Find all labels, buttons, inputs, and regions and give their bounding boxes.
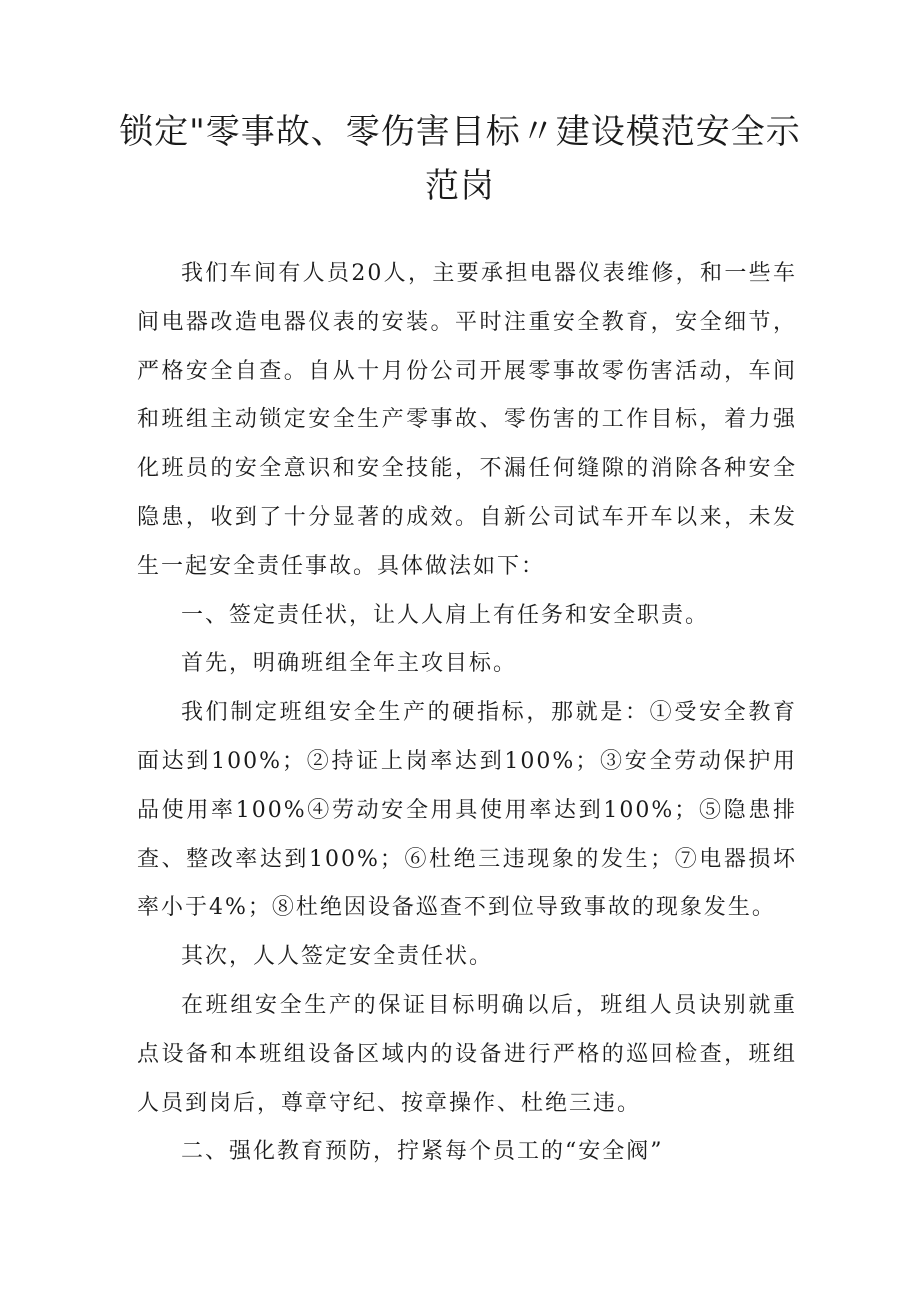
section-heading-1: 一、签定责任状，让人人肩上有任务和安全职责。 xyxy=(181,602,710,628)
paragraph-second: 其次，人人签定安全责任状。 xyxy=(181,944,494,970)
title-line-1: 锁定"零事故、零伤害目标〃建设模范安全示 xyxy=(119,112,801,152)
paragraph-targets: 我们制定班组安全生产的硬指标，那就是：①受安全教育面达到100%；②持证上岗率达到100%；③安全劳动保护用品使用率100%④劳动安全用具使用率达到100%；⑤隐患排查、整改率达到100%；⑥杜绝三违现象的发生；⑦电器损坏率小于4%；⑧杜绝因设备巡查不到位导致事故的现象发生。 xyxy=(137,700,797,921)
title-line-2: 范岗 xyxy=(425,166,495,206)
paragraph-intro: 我们车间有人员20人，主要承担电器仪表维修，和一些车间电器改造电器仪表的安装。平时注重安全教育，安全细节，严格安全自查。自从十月份公司开展零事故零伤害活动，车间和班组主动锁定安全生产零事故、零伤害的工作目标，着力强化班员的安全意识和安全技能，不漏任何缝隙的消除各种安全隐患，收到了十分显著的成效。自新公司试车开车以来，未发生一起安全责任事故。具体做法如下： xyxy=(137,261,797,579)
document-body xyxy=(137,250,797,1177)
section-heading-2: 二、强化教育预防，拧紧每个员工的“安全阀” xyxy=(181,1139,664,1165)
document-title xyxy=(80,105,840,213)
paragraph-first: 首先，明确班组全年主攻目标。 xyxy=(181,651,518,677)
paragraph-inspection: 在班组安全生产的保证目标明确以后，班组人员诀别就重点设备和本班组设备区域内的设备进行严格的巡回检查，班组人员到岗后，尊章守纪、按章操作、杜绝三违。 xyxy=(137,992,797,1116)
